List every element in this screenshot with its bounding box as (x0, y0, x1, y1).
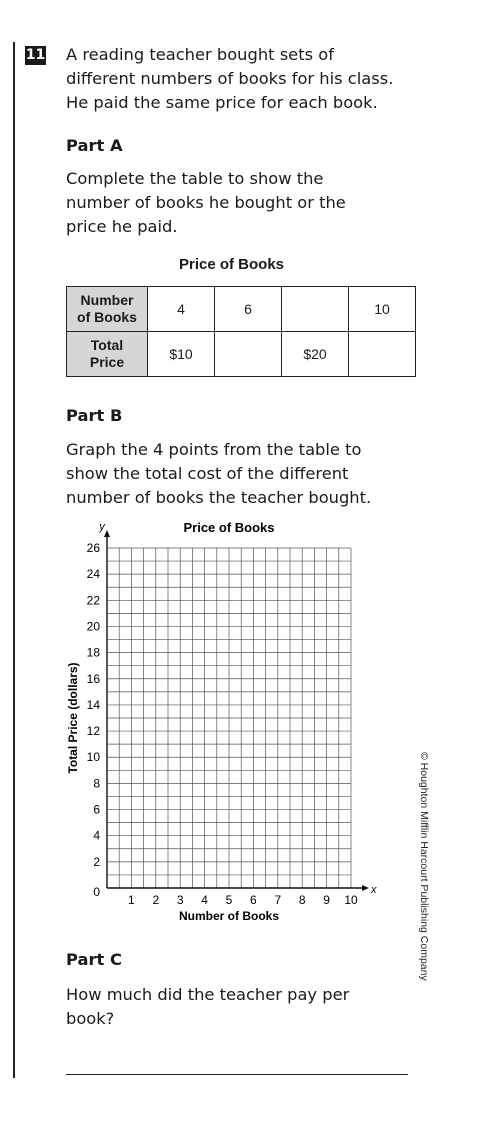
table-cell[interactable] (282, 287, 349, 332)
header-line: of Books (77, 309, 137, 325)
table-cell[interactable]: $20 (282, 332, 349, 377)
part-a-line: price he paid. (66, 217, 178, 236)
y-axis-label: Total Price (dollars) (66, 662, 80, 774)
y-tick-label: 26 (86, 541, 100, 555)
answer-line[interactable] (66, 1074, 408, 1075)
header-line: Total (90, 337, 124, 353)
x-axis-arrow (362, 885, 369, 891)
table-cell[interactable] (215, 332, 282, 377)
table-cell[interactable]: $10 (148, 332, 215, 377)
y-axis-arrow (104, 530, 110, 537)
x-tick-label: 5 (225, 893, 233, 907)
part-b-line: Graph the 4 points from the table to (66, 440, 362, 459)
table-title: Price of Books (179, 256, 285, 273)
part-b-line: show the total cost of the different (66, 464, 349, 483)
price-table (66, 286, 416, 377)
part-a-text (66, 167, 426, 239)
part-a-heading: Part A (66, 136, 123, 155)
y-tick-label: 18 (86, 645, 100, 660)
x-axis-letter: x (371, 884, 377, 896)
y-tick-label: 12 (86, 724, 100, 739)
y-tick-label: 16 (86, 671, 100, 686)
row-header-books (67, 287, 148, 332)
y-tick-label: 6 (93, 802, 100, 817)
header-line: Number (80, 292, 134, 308)
y-tick-label: 4 (93, 828, 100, 843)
part-c-text (66, 983, 426, 1031)
x-tick-label: 2 (152, 893, 160, 907)
y-tick-label: 22 (86, 593, 100, 608)
table-cell[interactable]: 6 (215, 287, 282, 332)
part-c-heading: Part C (66, 950, 122, 969)
row-header-price (67, 332, 148, 377)
intro-text (66, 43, 426, 115)
part-b-text (66, 438, 426, 510)
y-tick-label: 24 (86, 567, 100, 582)
x-tick-label: 4 (201, 893, 208, 907)
part-c-line: book? (66, 1009, 115, 1028)
coordinate-grid[interactable] (0, 510, 486, 930)
x-tick-label: 7 (274, 893, 282, 907)
y-axis-letter: y (99, 521, 105, 533)
table-cell[interactable] (349, 332, 416, 377)
y-tick-label: 2 (93, 854, 100, 869)
table-cell[interactable]: 10 (349, 287, 416, 332)
y-tick-label: 8 (93, 776, 100, 791)
copyright-notice: © Houghton Mifflin Harcourt Publishing Company (418, 752, 430, 981)
table-row-price (67, 332, 416, 377)
y-tick-label: 14 (86, 697, 100, 712)
chart-title: Price of Books (183, 520, 275, 535)
part-b-heading: Part B (66, 406, 123, 425)
x-tick-label: 10 (344, 893, 358, 907)
part-c-line: How much did the teacher pay per (66, 985, 350, 1004)
x-tick-label: 8 (298, 893, 306, 907)
y-tick-label: 20 (86, 619, 100, 634)
table-cell[interactable]: 4 (148, 287, 215, 332)
intro-line: A reading teacher bought sets of (66, 45, 334, 64)
x-tick-label: 1 (128, 893, 135, 907)
x-tick-label: 3 (176, 893, 184, 907)
x-axis-label: Number of Books (178, 909, 280, 923)
part-a-line: Complete the table to show the (66, 169, 324, 188)
y-tick-label: 10 (86, 750, 100, 765)
intro-line: He paid the same price for each book. (66, 93, 378, 112)
x-tick-label: 6 (250, 893, 257, 907)
part-a-line: number of books he bought or the (66, 193, 346, 212)
question-number: 11 (25, 47, 46, 63)
table-row-books (67, 287, 416, 332)
header-line: Price (89, 354, 125, 370)
intro-line: different numbers of books for his class. (66, 69, 394, 88)
part-b-line: number of books the teacher bought. (66, 488, 372, 507)
origin-label: 0 (93, 885, 100, 899)
x-tick-label: 9 (323, 893, 330, 907)
